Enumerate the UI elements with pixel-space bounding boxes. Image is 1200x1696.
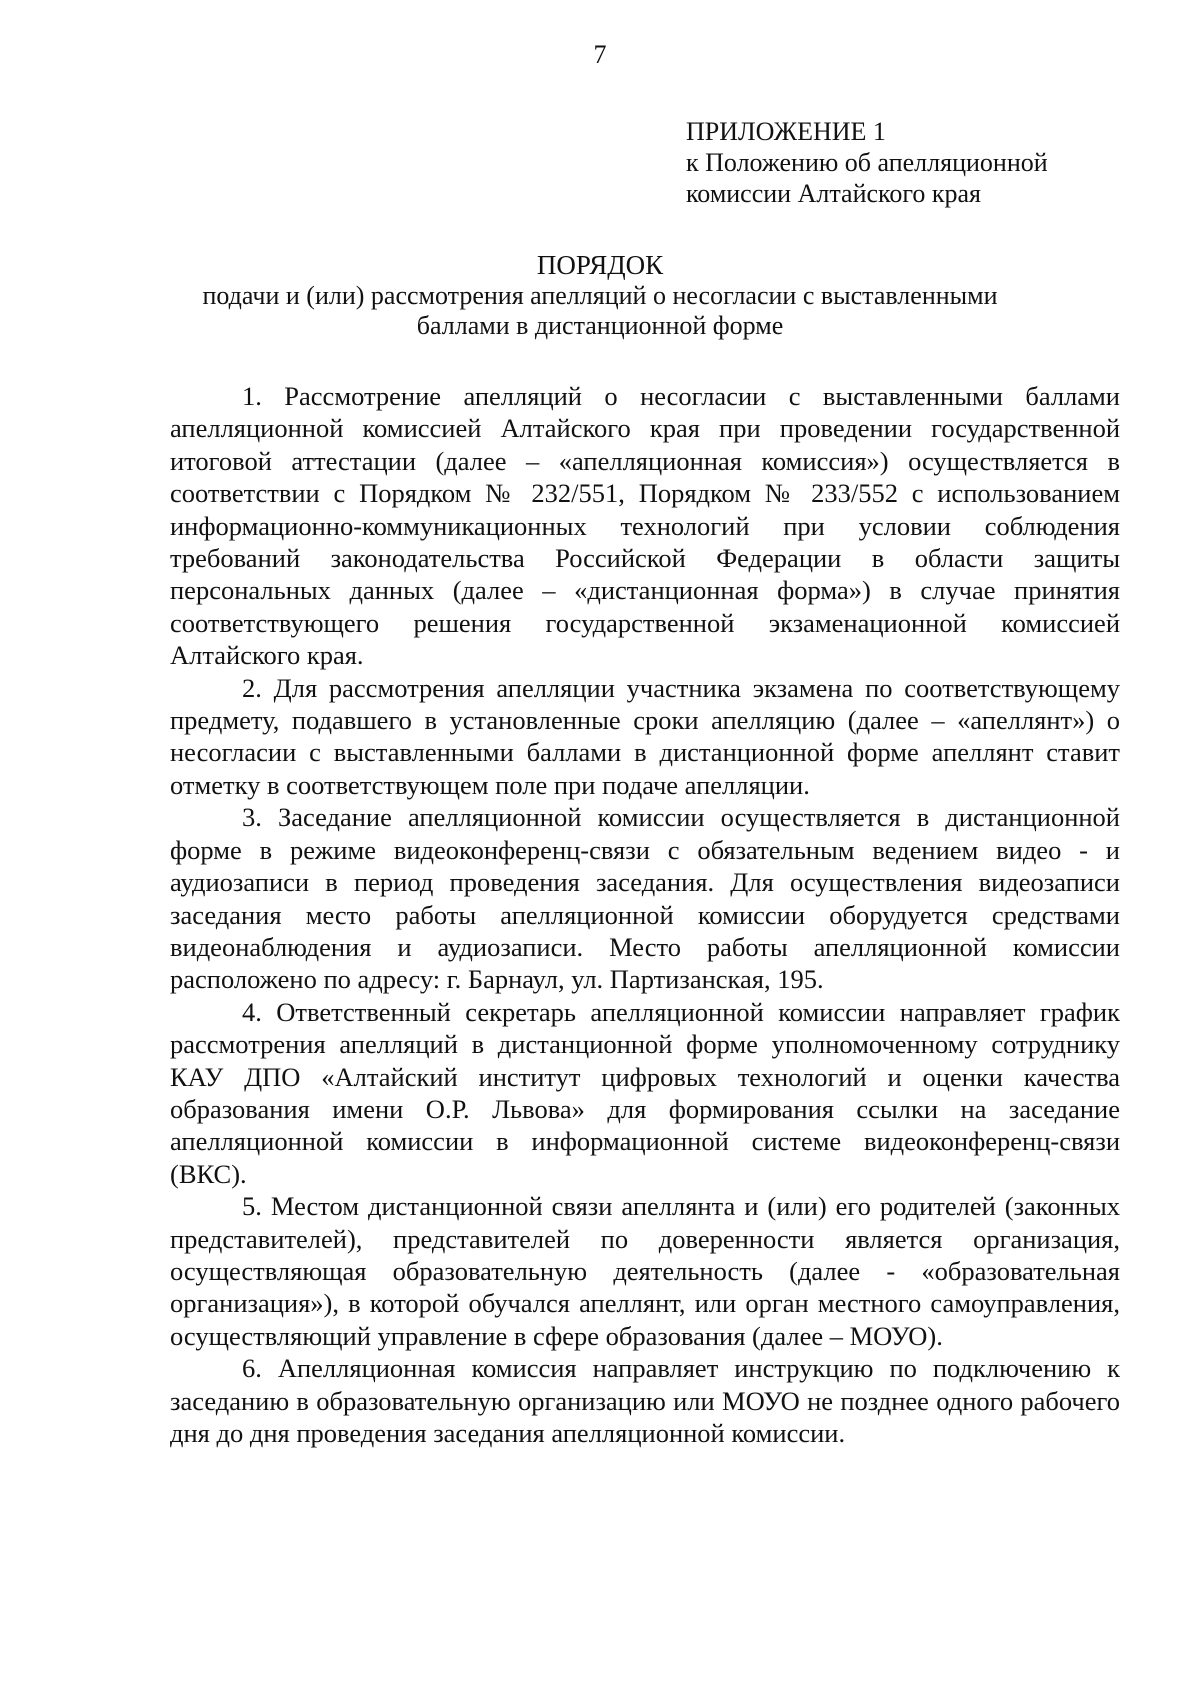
appendix-label: ПРИЛОЖЕНИЕ 1 [686, 117, 886, 146]
paragraph-1: 1. Рассмотрение апелляций о несогласии с выставленными баллами апелляционной комиссией Алтайского края при проведении государственной итоговой аттестации (далее – «апелляционная комиссия») осуществляется в соответствии с Порядком № 232/551, Порядком № 233/552 с использованием информационно-коммуникационных технологий при условии соблюдения требований законодательства Российской Федерации в области защиты персональных данных (далее – «дистанционная форма») в случае принятия соответствующего решения государственной экзаменационной комиссией Алтайского края. [170, 381, 1120, 671]
paragraph-3: 3. Заседание апелляционной комиссии осуществляется в дистанционной форме в режиме видеоконференц-связи с обязательным ведением видео - и аудиозаписи в период проведения заседания. Для осуществления видеозаписи заседания место работы апелляционной комиссии оборудуется средствами видеонаблюдения и аудиозаписи. Место работы апелляционной комиссии расположено по адресу: г. Барнаул, ул. Партизанская, 195. [170, 802, 1120, 995]
appendix-reference-line-1: к Положению об апелляционной [686, 148, 1048, 177]
appendix-reference-line-2: комиссии Алтайского края [686, 179, 981, 208]
document-subtitle-line-1: подачи и (или) рассмотрения апелляций о несогласии с выставленными [202, 281, 998, 310]
document-title: ПОРЯДОК [536, 250, 664, 280]
page-number: 7 [593, 40, 607, 69]
paragraph-5: 5. Местом дистанционной связи апеллянта и (или) его родителей (законных представителей), представителей по доверенности является организация, осуществляющая образовательную деятельность (далее - «образовательная организация»), в которой обучался апеллянт, или орган местного самоуправления, осуществляющий управление в сфере образования (далее – МОУО). [170, 1191, 1120, 1351]
appendix-block [686, 116, 1048, 209]
paragraph-2: 2. Для рассмотрения апелляции участника экзамена по соответствующему предмету, подавшего в установленные сроки апелляцию (далее – «апеллянт») о несогласии с выставленными баллами в дистанционной форме апеллянт ставит отметку в соответствующем поле при подаче апелляции. [170, 672, 1120, 800]
document-subtitle-line-2: баллами в дистанционной форме [416, 311, 784, 340]
paragraph-6: 6. Апелляционная комиссия направляет инструкцию по подключению к заседанию в образовательную организацию или МОУО не позднее одного рабочего дня до дня проведения заседания апелляционной комиссии. [170, 1353, 1120, 1448]
document-body [170, 380, 1120, 1449]
paragraph-4: 4. Ответственный секретарь апелляционной комиссии направляет график рассмотрения апелляций в дистанционной форме уполномоченному сотруднику КАУ ДПО «Алтайский институт цифровых технологий и оценки качества образования имени О.Р. Львова» для формирования ссылки на заседание апелляционной комиссии в информационной системе видеоконференц-связи (ВКС). [170, 996, 1120, 1189]
document-title-block [0, 250, 1200, 341]
